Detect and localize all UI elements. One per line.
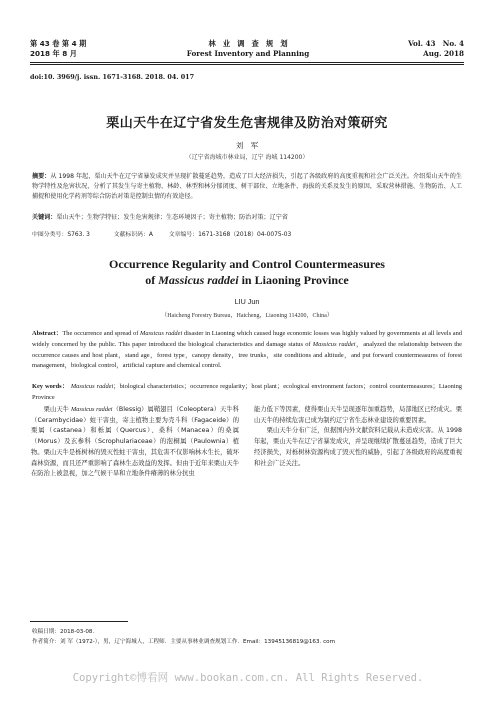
header-right: [408, 39, 464, 58]
volume-cn: 第 43 卷 第 4 期: [30, 39, 87, 48]
author-cn: 刘 军: [235, 141, 259, 150]
classification-cn: [32, 229, 291, 238]
received-date: 收稿日期：2018-03-08.: [32, 629, 95, 635]
abstract-en-label: Abstract：: [32, 330, 63, 337]
abstract-en: Abstract：The occurrence and spread of Massicus raddei disaster in Liaoning which caused huge economic losses was highly valued by governments at all levels and widely concerned by the public. This paper introduced the biological characteristics and damage status of Massicus raddei，analyzed the relationship between the occurrence causes and host plant，stand age，forest type，canopy density，tree trunks，site conditions and altitude，and put forward countermeasures of forest management，biological control，artificial capture and chemical control.: [32, 330, 462, 370]
copyright-watermark: Copyright©博看网 www.bookan.com.cn. All Rights Reserved.: [72, 672, 424, 684]
footnotes: [32, 627, 464, 647]
keywords-en-species: Massicus raddei: [70, 383, 114, 390]
keywords-en-label: Key words：: [32, 383, 69, 390]
keywords-cn-label: 关键词：: [32, 214, 57, 221]
body-column-right: [254, 405, 462, 469]
clc-number: 中图分类号：S763. 3: [32, 232, 90, 238]
journal-name-cn: 林 业 调 查 规 划: [208, 39, 288, 48]
volume-en: Vol. 43 No. 4: [408, 39, 464, 48]
date-cn: 2018 年 8 月: [30, 48, 77, 58]
title-en: [30, 256, 464, 288]
author-en: LIU Jun: [234, 297, 260, 306]
document-code: 文献标识码：A: [113, 232, 153, 238]
title-en-species: Massicus raddei: [158, 273, 239, 287]
body-paragraph-1-end: 能力低下等因素，使得栗山天牛呈现逐年加重趋势，局部地区已经成灾。栗山天牛的持续危害已成为制约辽宁省生态林业建设的重要因素。: [254, 406, 462, 424]
footnote-rule: [30, 621, 128, 622]
body-paragraph-2: 栗山天牛分布广泛，但据国内外文献资料记载从未造成灾害。从 1998 年起，栗山天牛在辽宁省暴发成灾，并呈现继续扩散蔓延趋势，造成了巨大经济损失，对栎树林资源构成了毁灭性的威胁，引起了各级政府的高度重视和社会广泛关注。: [254, 427, 462, 467]
article-number: 文章编号：1671-3168（2018）04-0075-03: [168, 232, 292, 238]
abstract-cn: [32, 172, 462, 202]
header-center: [148, 39, 348, 58]
title-cn: 栗山天牛在辽宁省发生危害规律及防治对策研究: [106, 116, 388, 131]
author-intro: 作者简介：刘 军（1972-），男，辽宁海城人，工程师．主要从事林业调查规划工作．Email：13945136819@163. com: [32, 639, 336, 645]
journal-name-en: Forest Inventory and Planning: [186, 48, 310, 58]
title-en-line1: Occurrence Regularity and Control Countermeasures: [109, 257, 385, 271]
date-en: Aug. 2018: [423, 48, 464, 58]
affiliation-cn: （辽宁省海城市林业局，辽宁 海城 114200）: [185, 154, 309, 161]
doi: doi:10. 3969/j. issn. 1671-3168. 2018. 04. 017: [30, 73, 195, 81]
keywords-en: [32, 382, 462, 404]
header-rule-top: [30, 62, 464, 63]
header-rule-bottom: [30, 64, 464, 65]
keywords-en-text: ；biological characteristics；occurrence regularity；host plant；ecological environment factors；control countermeasures；Liaoning Province: [32, 383, 462, 401]
abstract-cn-text: 从 1998 年起，栗山天牛在辽宁省暴发成灾并呈现扩散蔓延趋势，造成了巨大经济损失，引起了各级政府的高度重视和社会广泛关注。介绍栗山天牛的生物学特性及危害状况，分析了其发生与寄主植物、林龄、林型和林分郁闭度、树干部位、立地条件、海拔的关系及发生的原因，采取营林措施、生物防治、人工捕捉和使用化学药剂等综合防治对策是控制虫情的有效途径。: [32, 173, 462, 200]
abstract-en-species-1: Massicus raddei: [140, 330, 183, 337]
keywords-cn: [32, 213, 462, 223]
affiliation-en: （Haicheng Forestry Bureau，Haicheng，Liaoning 114200，China）: [161, 313, 333, 319]
title-en-line2: of Massicus raddei in Liaoning Province: [145, 273, 349, 287]
abstract-cn-label: 摘要：: [32, 173, 51, 180]
abstract-en-species-2: Massicus raddei: [312, 340, 356, 348]
keywords-cn-text: 栗山天牛；生物学特征；发生危害规律；生态环境因子；寄主植物；防治对策；辽宁省: [56, 214, 288, 221]
header-left: [30, 39, 86, 58]
body-species: Massicus raddei: [71, 406, 113, 413]
body-column-left: 栗山天牛 Massicus raddei（Blessig）属鞘翅目（Coleoptera）天牛科（Cerambycidae）蛀干害虫，寄主植物主要为壳斗科（Fagaceide）的栗属（castanea）和栎属（Quercus）、桑科（Manacea）的桑属（Morus）及玄参科（Scrophulariaceae）的泡桐属（Paulownia）植物。栗山天牛是栎树林的毁灭性蛀干害虫，其危害不仅影响林木生长，破坏森林资源，而且还严重影响了森林生态效益的发挥。但由于近年来栗山天牛在防治上被忽视，加之气候干旱和立地条件瘠薄的林分抗虫: [31, 406, 240, 478]
